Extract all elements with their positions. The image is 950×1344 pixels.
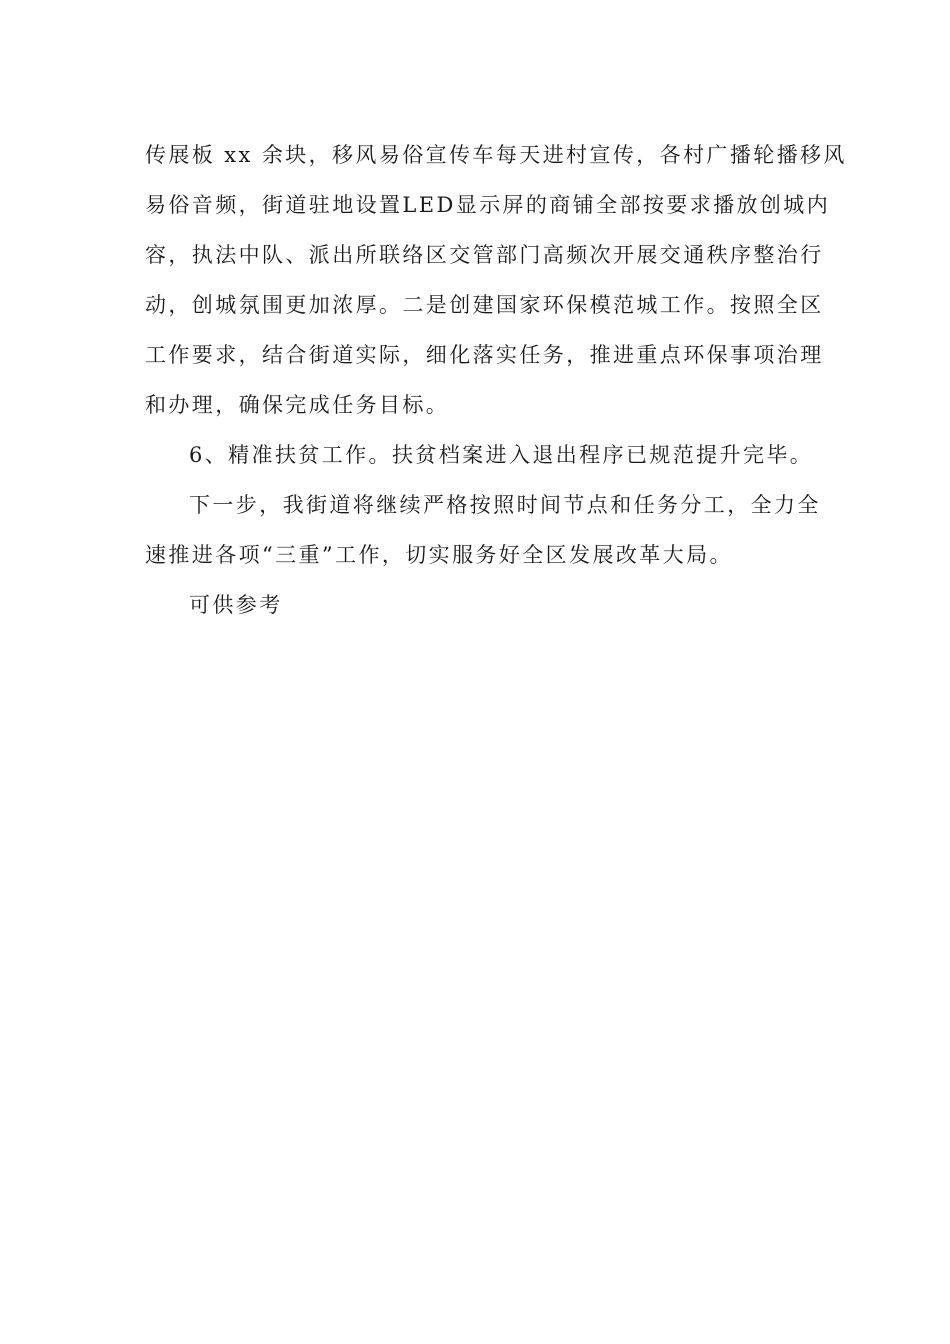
text-line: 速推进各项“三重”工作，切实服务好全区发展改革大局。 xyxy=(145,543,733,567)
text-line: 动，创城氛围更加浓厚。二是创建国家环保模范城工作。按照全区 xyxy=(145,293,824,317)
text-line: 工作要求，结合街道实际，细化落实任务，推进重点环保事项治理 xyxy=(145,343,824,367)
text-line: 下一步，我街道将继续严格按照时间节点和任务分工，全力全 xyxy=(189,493,821,517)
text-line: 可供参考 xyxy=(189,593,283,617)
paragraph-campaign xyxy=(145,130,847,430)
paragraph-poverty-alleviation xyxy=(145,430,814,480)
document-body xyxy=(145,130,847,630)
text-line: 易俗音频，街道驻地设置LED显示屏的商铺全部按要求播放创城内 xyxy=(145,193,831,217)
paragraph-reference-note xyxy=(145,580,805,630)
text-line: 传展板 xx 余块，移风易俗宣传车每天进村宣传，各村广播轮播移风 xyxy=(145,143,847,167)
text-line: 和办理，确保完成任务目标。 xyxy=(145,393,450,417)
text-line: 6、精准扶贫工作。扶贫档案进入退出程序已规范提升完毕。 xyxy=(189,443,814,467)
text-line: 容，执法中队、派出所联络区交管部门高频次开展交通秩序整治行 xyxy=(145,243,824,267)
paragraph-next-steps xyxy=(145,480,821,580)
